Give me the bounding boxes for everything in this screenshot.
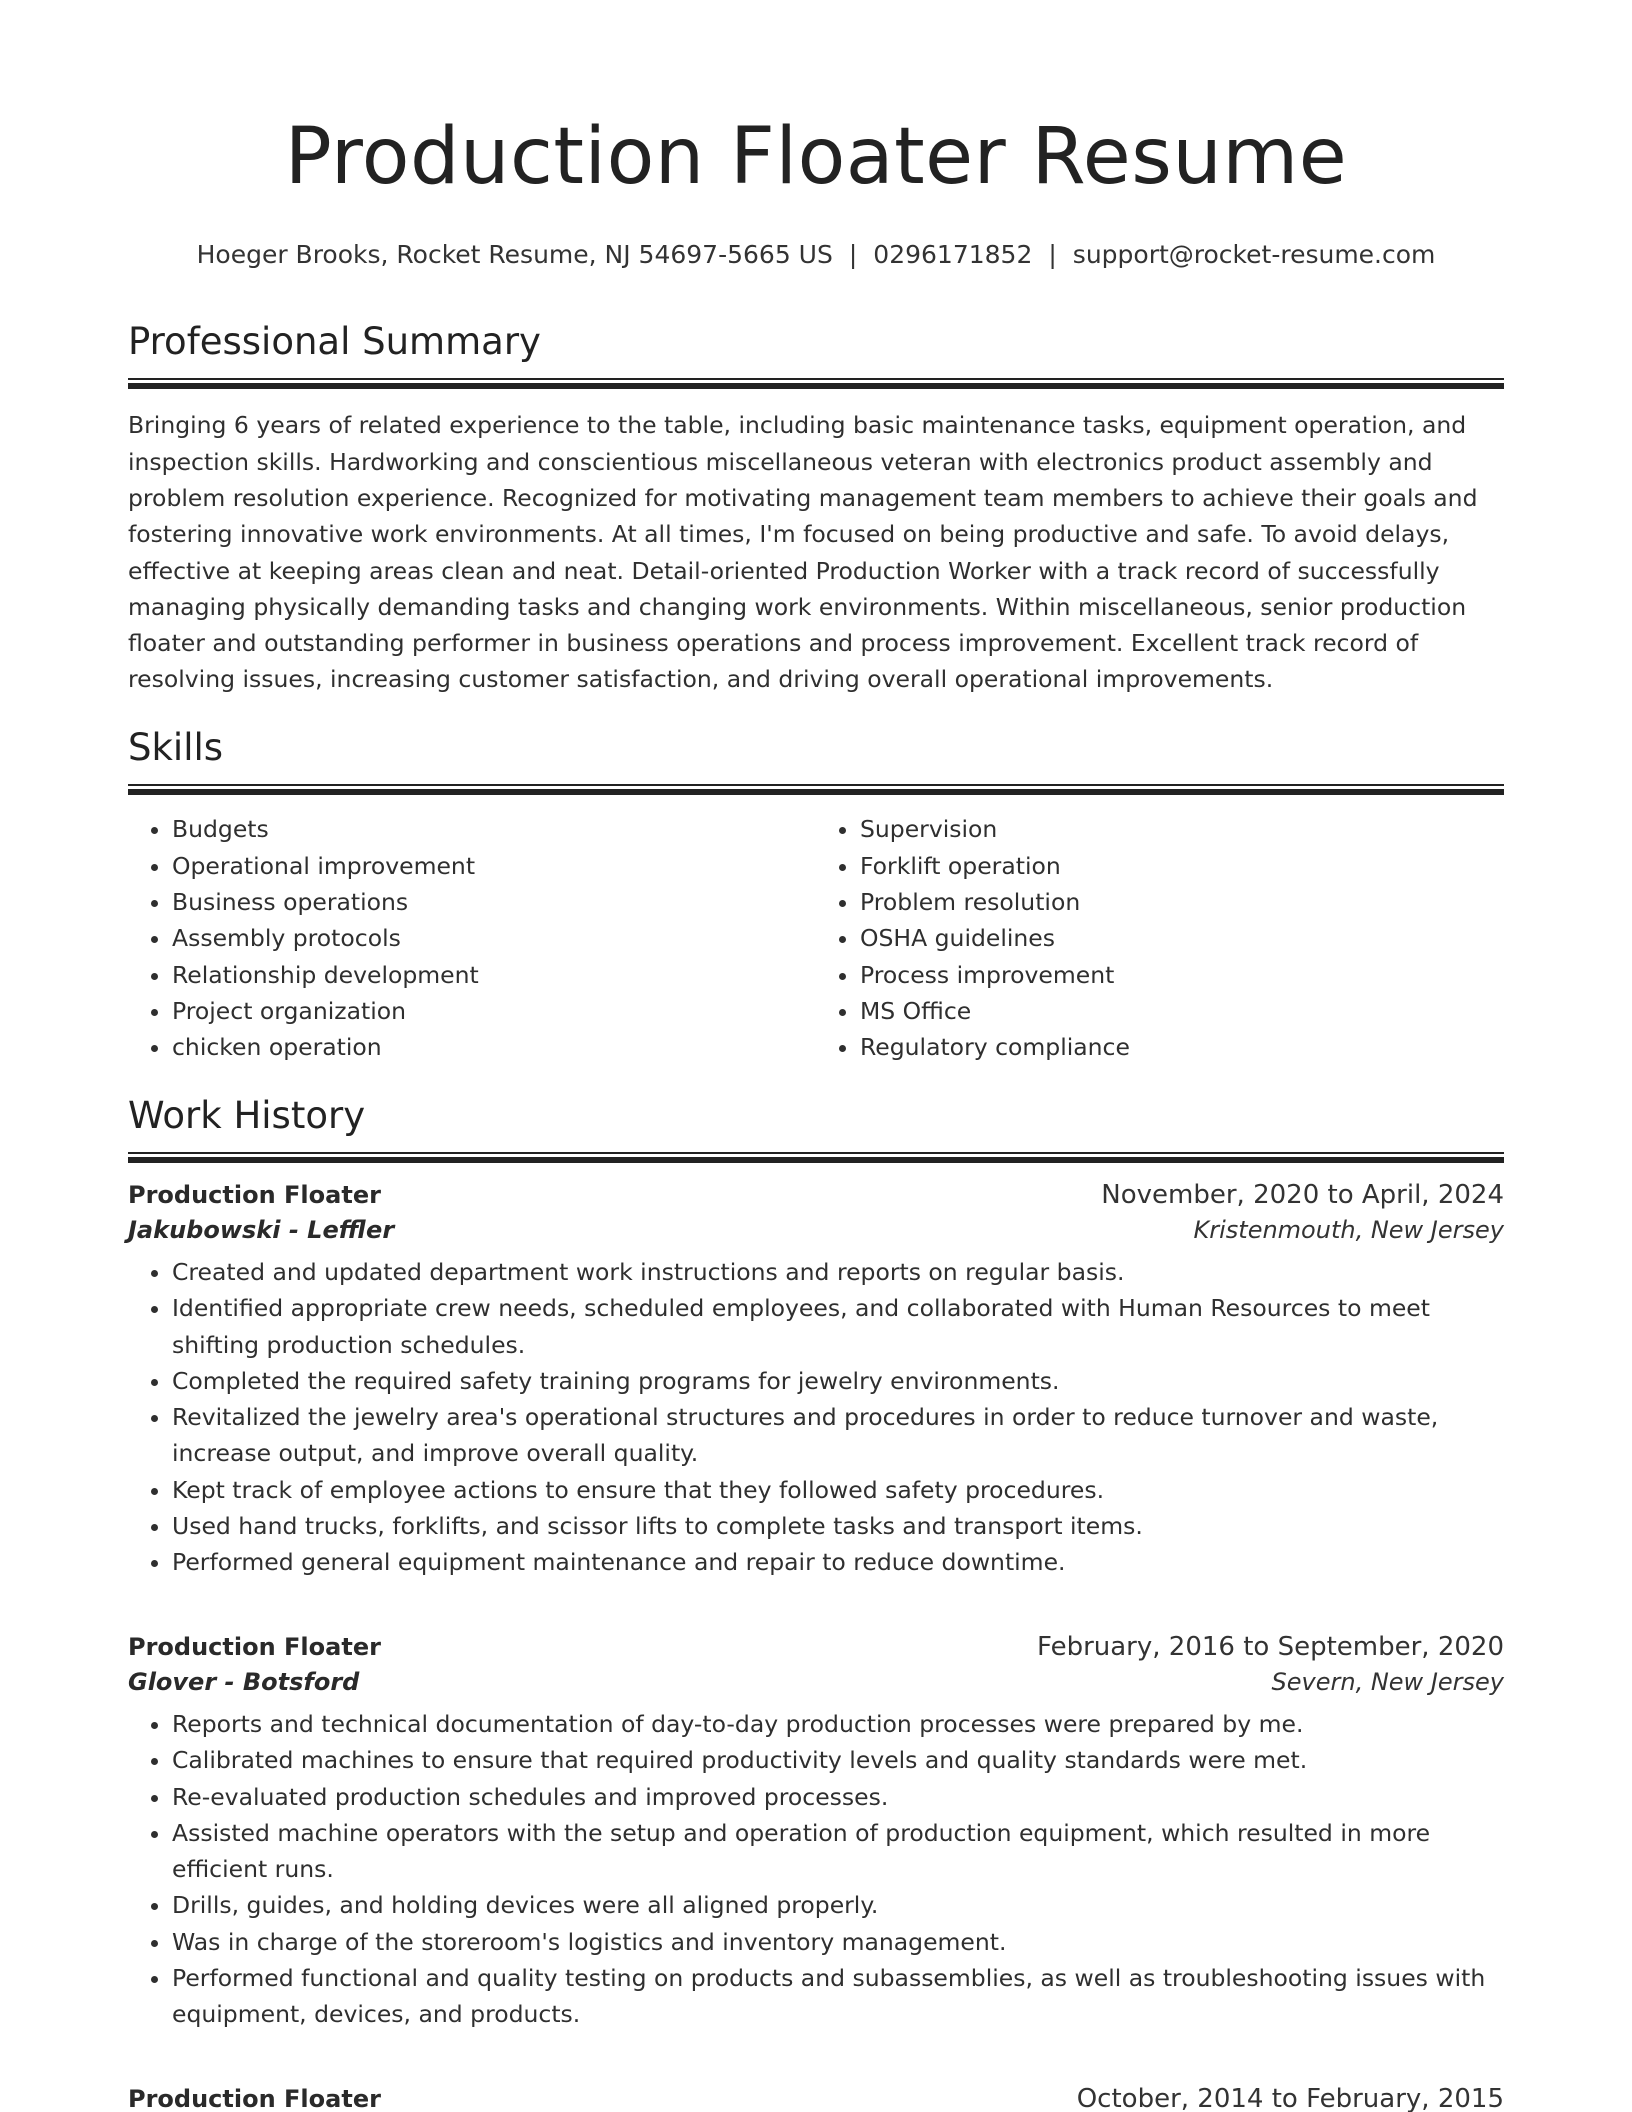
job-company: Glover - Botsford [128,1668,360,1696]
skill-item: • OSHA guidelines [860,920,1504,956]
section-divider [128,378,1504,389]
job-title: Production Floater [128,1181,381,1209]
skills-list-left [128,811,816,1065]
contact-email[interactable]: support@rocket-resume.com [1072,240,1436,269]
job-bullet: • Calibrated machines to ensure that required productivity levels and quality standards were met. [172,1742,1504,1778]
job-company: Jakubowski - Leffler [128,1216,395,1244]
contact-phone: 0296171852 [873,240,1033,269]
job-bullet: • Performed functional and quality testing on products and subassemblies, as well as troubleshooting issues with equipment, devices, and products. [172,1960,1504,2033]
job-bullet: • Kept track of employee actions to ensure that they followed safety procedures. [172,1472,1504,1508]
job-bullet: • Completed the required safety training programs for jewelry environments. [172,1363,1504,1399]
job-dates: November, 2020 to April, 2024 [1101,1180,1504,1210]
job-bullet-list [128,1254,1504,1581]
skill-item: • Operational improvement [172,848,816,884]
skill-item: • Regulatory compliance [860,1029,1504,1065]
skill-item: • Supervision [860,811,1504,847]
skill-item: • Problem resolution [860,884,1504,920]
skill-item: • Relationship development [172,957,816,993]
job-header [128,1632,1504,1662]
job-title: Production Floater [128,1633,381,1661]
skill-item: • Forklift operation [860,848,1504,884]
skills-heading: Skills [128,726,224,769]
skills-columns [128,811,1504,1065]
job-bullet: • Revitalized the jewelry area's operational structures and procedures in order to reduce turnover and waste, increase output, and improve overall quality. [172,1399,1504,1472]
skill-item: • chicken operation [172,1029,816,1065]
contact-address: Hoeger Brooks, Rocket Resume, NJ 54697-5665 US [196,240,833,269]
skill-item: • Process improvement [860,957,1504,993]
job-bullet: • Used hand trucks, forklifts, and scissor lifts to complete tasks and transport items. [172,1508,1504,1544]
skill-item: • Assembly protocols [172,920,816,956]
job-subheader [128,1668,1504,1696]
summary-section [128,320,1504,698]
job-location: Severn, New Jersey [1271,1668,1504,1696]
job-dates: October, 2014 to February, 2015 [1076,2084,1504,2112]
job-bullet: • Drills, guides, and holding devices were all aligned properly. [172,1887,1504,1923]
job-entry [128,2084,1504,2112]
skill-item: • Business operations [172,884,816,920]
contact-line [128,240,1504,270]
job-bullet: • Assisted machine operators with the setup and operation of production equipment, which resulted in more efficient runs. [172,1815,1504,1888]
job-dates: February, 2016 to September, 2020 [1037,1632,1504,1662]
job-bullet: • Performed general equipment maintenance and repair to reduce downtime. [172,1544,1504,1580]
job-bullet: • Was in charge of the storeroom's logistics and inventory management. [172,1924,1504,1960]
job-bullet: • Created and updated department work instructions and reports on regular basis. [172,1254,1504,1290]
job-bullet: • Identified appropriate crew needs, scheduled employees, and collaborated with Human Resources to meet shifting production schedules. [172,1290,1504,1363]
job-header [128,1180,1504,1210]
job-entry [128,1632,1504,2033]
contact-separator: | [1048,240,1057,269]
section-divider [128,784,1504,795]
job-bullet: • Re-evaluated production schedules and improved processes. [172,1779,1504,1815]
job-bullet-list [128,1706,1504,2033]
job-entry [128,1180,1504,1581]
summary-text: Bringing 6 years of related experience to the table, including basic maintenance tasks, equipment operation, and inspection skills. Hardworking and conscientious miscellaneous veteran with electronics product assembly and problem resolution experience. Recognized for motivating management team members to achieve their goals and fostering innovative work environments. At all times, I'm focused on being productive and safe. To avoid delays, effective at keeping areas clean and neat. Detail-oriented Production Worker with a track record of successfully managing physically demanding tasks and changing work environments. Within miscellaneous, senior production floater and outstanding performer in business operations and process improvement. Excellent track record of resolving issues, increasing customer satisfaction, and driving overall operational improvements. [128,411,1478,694]
skills-section [128,726,1504,1065]
skill-item: • Project organization [172,993,816,1029]
section-divider [128,1152,1504,1163]
work-history-section [128,1094,1504,1163]
summary-heading: Professional Summary [128,320,541,363]
skill-item: • MS Office [860,993,1504,1029]
resume-title: Production Floater Resume [284,112,1348,202]
skills-list-right [816,811,1504,1065]
job-location: Kristenmouth, New Jersey [1193,1216,1504,1244]
job-header [128,2084,1504,2112]
work-history-heading: Work History [128,1094,366,1137]
skill-item: • Budgets [172,811,816,847]
job-bullet: • Reports and technical documentation of day-to-day production processes were prepared by me. [172,1706,1504,1742]
job-subheader [128,1216,1504,1244]
job-title: Production Floater [128,2085,381,2112]
contact-separator: | [848,240,858,269]
